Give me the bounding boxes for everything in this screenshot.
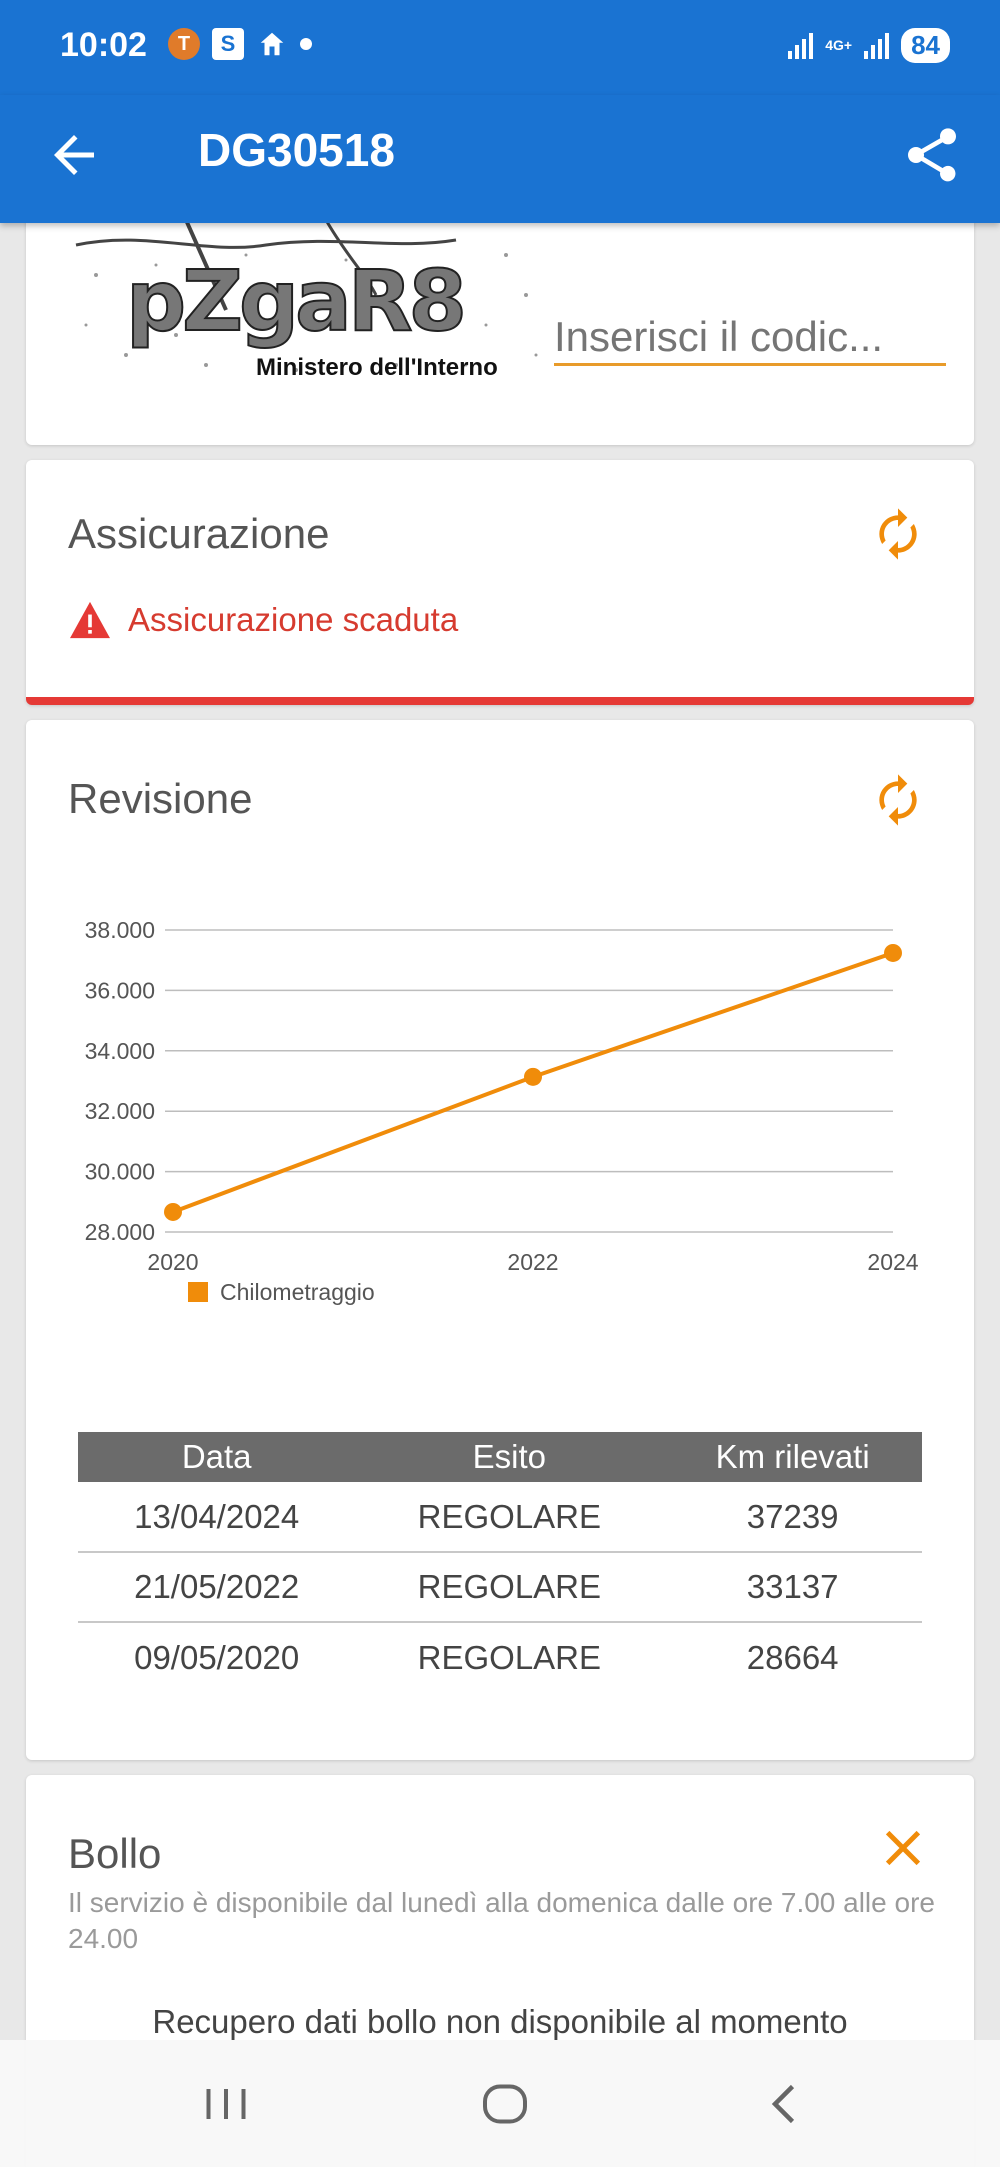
recent-apps-icon[interactable] bbox=[196, 2074, 256, 2134]
cell-km: 33137 bbox=[663, 1552, 922, 1622]
column-header-outcome: Esito bbox=[355, 1432, 663, 1482]
insurance-card bbox=[26, 460, 974, 705]
table-row bbox=[78, 1552, 922, 1622]
y-tick-label: 30.000 bbox=[84, 1158, 155, 1185]
legend-label: Chilometraggio bbox=[220, 1279, 375, 1305]
cell-km: 37239 bbox=[663, 1482, 922, 1552]
status-bar bbox=[0, 0, 1000, 95]
data-point bbox=[524, 1068, 542, 1086]
mileage-chart bbox=[26, 870, 974, 1305]
close-icon[interactable] bbox=[880, 1825, 926, 1871]
cell-km: 28664 bbox=[746, 1638, 839, 1676]
home-notification-icon bbox=[256, 28, 288, 60]
share-icon[interactable] bbox=[900, 123, 964, 187]
x-tick-label: 2020 bbox=[147, 1249, 199, 1275]
page-title: DG30518 bbox=[198, 124, 395, 176]
signal-icon-2 bbox=[864, 33, 889, 59]
cell-date: 09/05/2020 bbox=[134, 1638, 300, 1676]
more-notifications-dot bbox=[300, 38, 312, 50]
cell-outcome: REGOLARE bbox=[355, 1552, 663, 1622]
s-notification-icon: S bbox=[212, 28, 244, 60]
app-notification-icon: T bbox=[168, 28, 200, 60]
x-tick-label: 2024 bbox=[867, 1249, 919, 1275]
cell-date: 13/04/2024 bbox=[78, 1482, 355, 1552]
y-tick-label: 36.000 bbox=[84, 977, 155, 1004]
captcha-code-input[interactable] bbox=[554, 310, 946, 366]
cell-date: 21/05/2022 bbox=[78, 1552, 355, 1622]
signal-icon bbox=[788, 33, 813, 59]
captcha-footer: Ministero dell'Interno bbox=[256, 354, 498, 381]
y-tick-label: 38.000 bbox=[84, 917, 155, 943]
cell-outcome: REGOLARE bbox=[417, 1638, 602, 1676]
y-tick-label: 34.000 bbox=[84, 1037, 155, 1064]
network-type: 4G+ bbox=[825, 37, 853, 53]
column-header-km: Km rilevati bbox=[663, 1432, 922, 1482]
column-header-date: Data bbox=[78, 1432, 355, 1482]
table-header-row bbox=[78, 1432, 922, 1482]
navigation-bar bbox=[0, 2040, 1000, 2167]
tax-service-note: Il servizio è disponibile dal lunedì alla domenica dalle ore 7.00 alle ore 24.00 bbox=[68, 1887, 935, 1954]
warning-icon bbox=[68, 600, 112, 640]
tax-unavailable-message: Recupero dati bollo non disponibile al momento bbox=[152, 2003, 848, 2040]
captcha-card bbox=[26, 190, 974, 445]
home-button-icon[interactable] bbox=[475, 2074, 535, 2134]
inspection-table bbox=[78, 1432, 922, 1692]
cell-outcome: REGOLARE bbox=[355, 1482, 663, 1552]
table-row bbox=[78, 1482, 922, 1552]
data-point bbox=[884, 944, 902, 962]
insurance-status: Assicurazione scaduta bbox=[128, 601, 459, 638]
y-tick-label: 32.000 bbox=[84, 1098, 155, 1125]
table-row bbox=[78, 1622, 922, 1692]
y-tick-label: 28.000 bbox=[84, 1219, 155, 1245]
refresh-icon[interactable] bbox=[870, 772, 926, 828]
inspection-title: Revisione bbox=[68, 775, 253, 822]
system-icons bbox=[788, 28, 950, 63]
tax-title: Bollo bbox=[68, 1830, 162, 1877]
back-arrow-icon[interactable] bbox=[44, 125, 104, 185]
battery-icon: 84 bbox=[901, 28, 950, 63]
app-bar bbox=[0, 95, 1000, 223]
notification-icons bbox=[168, 28, 312, 60]
captcha-text: pZgaR8 bbox=[126, 252, 463, 350]
x-tick-label: 2022 bbox=[507, 1249, 559, 1275]
data-point bbox=[164, 1203, 182, 1221]
legend-swatch bbox=[188, 1282, 208, 1302]
captcha-image bbox=[66, 215, 566, 390]
insurance-alert bbox=[68, 600, 458, 640]
refresh-icon[interactable] bbox=[870, 506, 926, 562]
back-nav-icon[interactable] bbox=[755, 2074, 815, 2134]
insurance-title: Assicurazione bbox=[68, 510, 330, 557]
inspection-card bbox=[26, 720, 974, 1760]
status-time: 10:02 bbox=[60, 26, 147, 64]
